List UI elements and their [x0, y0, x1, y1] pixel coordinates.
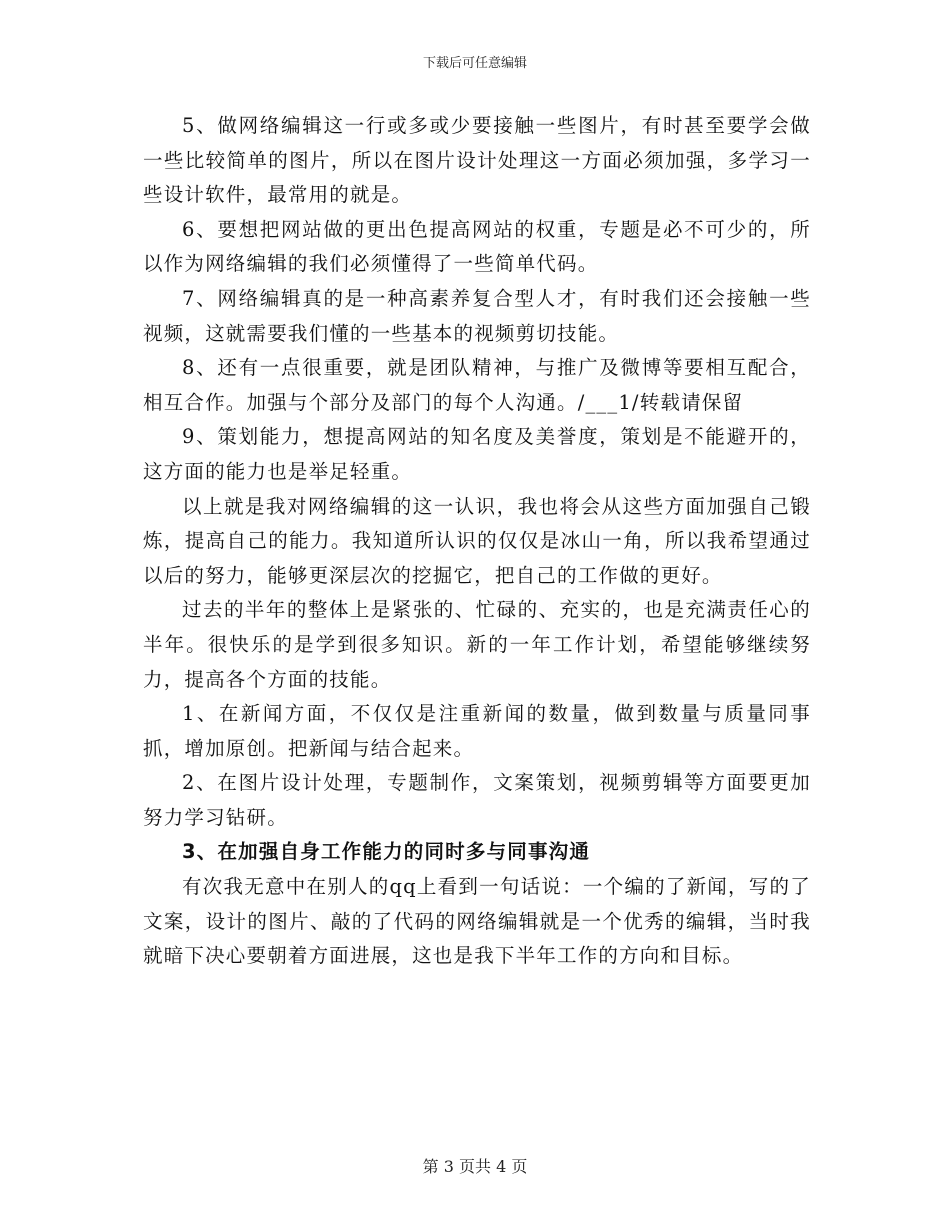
document-body — [143, 109, 811, 974]
section-heading: 3、在加强自身工作能力的同时多与同事沟通 — [182, 840, 591, 864]
paragraph-item-9: 9、策划能力，想提高网站的知名度及美誉度，策划是不能避开的，这方面的能力也是举足轻重。 — [143, 425, 811, 483]
page-footer: 第 3 页共 4 页 — [422, 1157, 528, 1176]
paragraph-review: 过去的半年的整体上是紧张的、忙碌的、充实的，也是充满责任心的半年。很快乐的是学到很多知识。新的一年工作计划，希望能够继续努力，提高各个方面的技能。 — [143, 598, 811, 691]
paragraph-summary: 以上就是我对网络编辑的这一认识，我也将会从这些方面加强自己锻炼，提高自己的能力。我知道所认识的仅仅是冰山一角，所以我希望通过以后的努力，能够更深层次的挖掘它，把自己的工作做的更好。 — [143, 494, 811, 587]
paragraph-item-7: 7、网络编辑真的是一种高素养复合型人才，有时我们还会接触一些视频，这就需要我们懂的一些基本的视频剪切技能。 — [143, 286, 811, 345]
paragraph-closing: 有次我无意中在别人的qq上看到一句话说：一个编的了新闻，写的了文案，设计的图片、敲的了代码的网络编辑就是一个优秀的编辑，当时我就暗下决心要朝着方面进展，这也是我下半年工作的方向和目标。 — [143, 875, 811, 968]
paragraph-plan-1: 1、在新闻方面，不仅仅是注重新闻的数量，做到数量与质量同事抓，增加原创。把新闻与结合起来。 — [143, 702, 811, 760]
paragraph-item-8: 8、还有一点很重要，就是团队精神，与推广及微博等要相互配合，相互合作。加强与个部分及部门的每个人沟通。/___1/转载请保留 — [143, 356, 811, 414]
page-header: 下载后可任意编辑 — [422, 56, 527, 71]
paragraph-item-5: 5、做网络编辑这一行或多或少要接触一些图片，有时甚至要学会做一些比较简单的图片，所以在图片设计处理这一方面必须加强，多学习一些设计软件，最常用的就是。 — [143, 114, 811, 207]
paragraph-plan-2: 2、在图片设计处理，专题制作，文案策划，视频剪辑等方面要更加努力学习钻研。 — [143, 771, 811, 829]
paragraph-item-6: 6、要想把网站做的更出色提高网站的权重，专题是必不可少的，所以作为网络编辑的我们必须懂得了一些简单代码。 — [143, 217, 811, 276]
